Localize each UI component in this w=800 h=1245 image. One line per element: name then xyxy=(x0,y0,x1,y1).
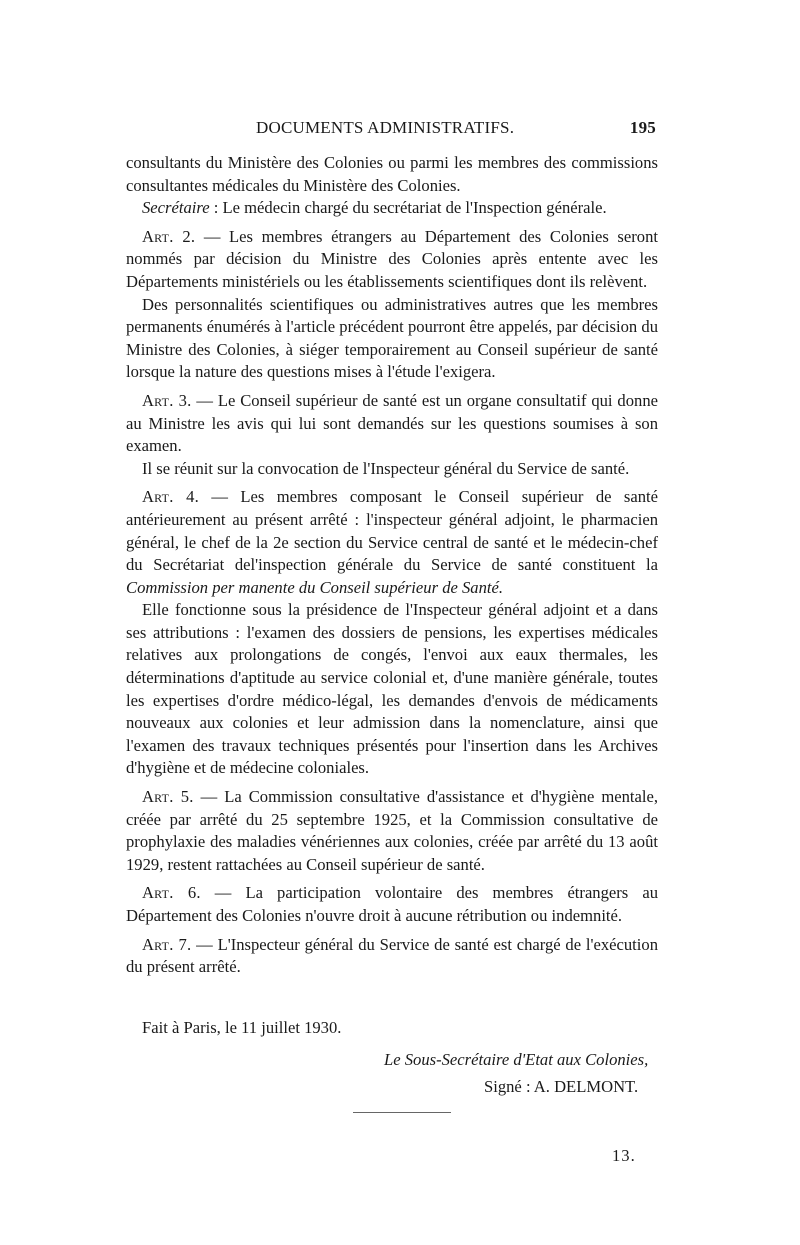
article-6: Art. 6. — La participation volontaire des membres étrangers au Département des Colonies n'ouvre droit à aucune rétribution ou indemnité. xyxy=(126,883,658,925)
running-title: DOCUMENTS ADMINISTRATIFS. xyxy=(256,118,515,137)
article-5: Art. 5. — La Commission consultative d'assistance et d'hygiène mentale, créée par arrêté du 25 septembre 1925, et la Commission consultative de prophylaxie des maladies vénériennes aux colonies, créée par arrêté du 13 août 1929, restent rattachées au Conseil supérieur de santé. xyxy=(126,787,658,874)
paragraph: Secrétaire : Le médecin chargé du secrétariat de l'Inspection générale. xyxy=(142,198,607,218)
article-4: Art. 4. — Les membres composant le Conseil supérieur de santé antérieurement au présent arrêté : l'inspecteur général adjoint, le pharmacien général, le chef de la 2e section du Service central de santé et le médecin-chef du Secrétariat del'inspection générale du Service de santé constituent la Commission per manente du Conseil supérieur de Santé. xyxy=(126,487,658,597)
signature-mark: 13. xyxy=(612,1146,636,1165)
paragraph: consultants du Ministère des Colonies ou parmi les membres des commissions consultantes médicales du Ministère des Colonies. xyxy=(126,153,658,195)
paragraph: Des personnalités scientifiques ou administratives autres que les membres permanents énumérés à l'article précédent pourront être appelés, par décision du Ministre des Colonies, à siéger temporairement au Conseil supérieur de santé lorsque la nature des questions mises à l'étude l'exigera. xyxy=(126,294,658,382)
page-number: 195 xyxy=(629,118,656,137)
signed-name: Signé : A. DELMONT. xyxy=(484,1077,639,1096)
paragraph: Elle fonctionne sous la présidence de l'Inspecteur général adjoint et a dans ses attributions : l'examen des dossiers de pensions, les expertises médicales relatives aux prolongations de congés, l'envoi aux eaux thermales, les déterminations d'aptitude au service colonial et, d'une manière générale, toutes les expertises d'ordre médico-légal, les demandes d'envois de médicaments nouveaux aux colonies et leur admission dans la nomenclature, ainsi que l'examen des travaux techniques présentés pour l'insertion dans les Archives d'hygiène et de médecine coloniales. xyxy=(126,600,658,778)
place-date: Fait à Paris, le 11 juillet 1930. xyxy=(142,1018,342,1037)
article-2: Art. 2. — Les membres étrangers au Département des Colonies seront nommés par décision du Ministre des Colonies après entente avec les Départements ministériels ou les établissements scientifiques dont ils relèvent. xyxy=(126,226,658,291)
body-text xyxy=(126,152,658,979)
paragraph: Il se réunit sur la convocation de l'Inspecteur général du Service de santé. xyxy=(142,458,630,478)
signatory-title: Le Sous-Secrétaire d'Etat aux Colonies, xyxy=(384,1050,649,1069)
article-3: Art. 3. — Le Conseil supérieur de santé est un organe consultatif qui donne au Ministre les avis qui lui sont demandés sur les questions soumises à son examen. xyxy=(126,390,658,456)
divider-rule xyxy=(353,1112,451,1113)
article-7: Art. 7. — L'Inspecteur général du Service de santé est chargé de l'exécution du présent arrêté. xyxy=(126,934,658,977)
